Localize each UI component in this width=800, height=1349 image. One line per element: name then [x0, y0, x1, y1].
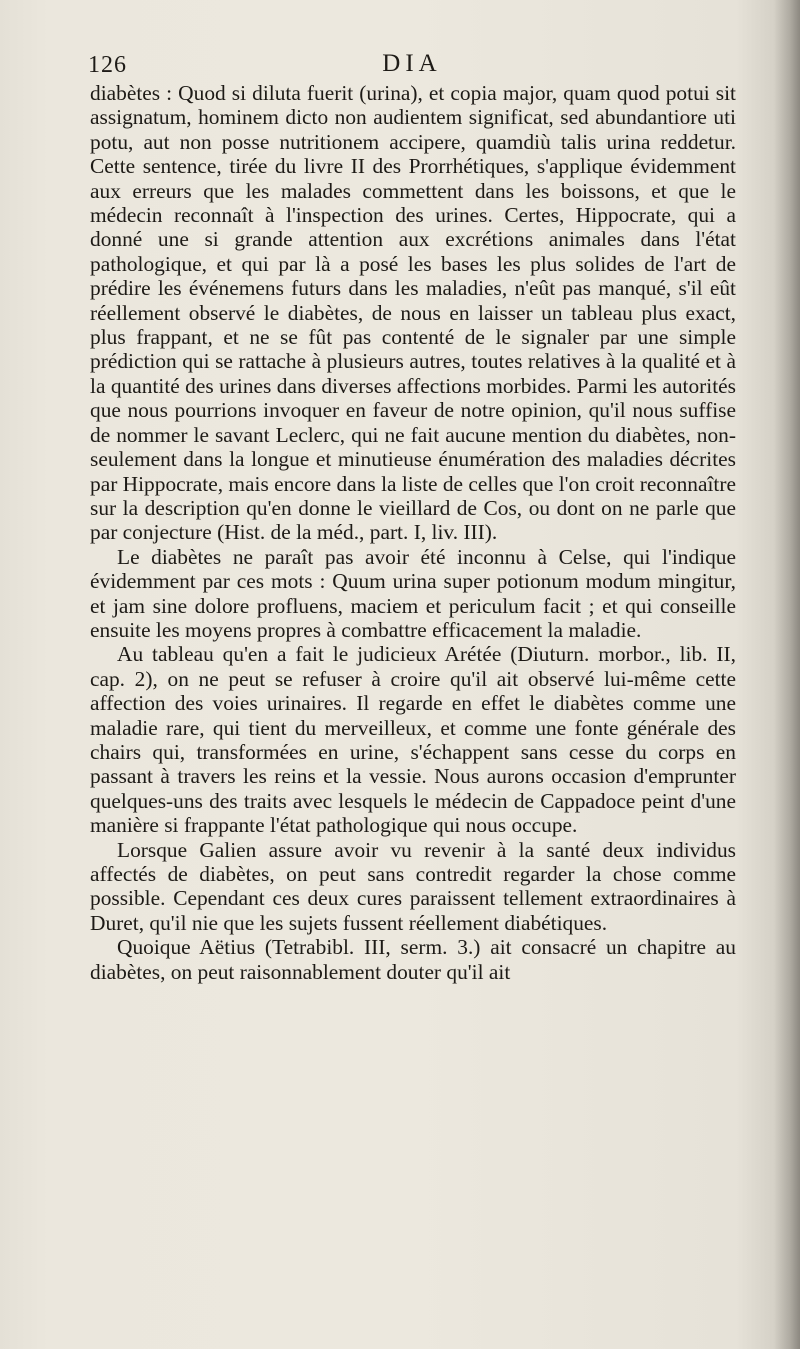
running-head: DIA	[382, 50, 442, 77]
paragraph: diabètes : Quod si diluta fuerit (urina), et copia major, quam quod potui sit assignatum, hominem dicto non audientem significat, sed abundantiore uti potu, aut non posse nutritionem accipere, quamdiù talis urina reddetur. Cette sentence, tirée du livre II des Prorrhétiques, s'applique évidemment aux erreurs que les malades commettent dans les boissons, et que le médecin reconnaît à l'inspection des urines. Certes, Hippocrate, qui a donné une si grande attention aux excrétions animales dans l'état pathologique, et qui par là a posé les bases les plus solides de l'art de prédire les événemens futurs dans les maladies, n'eût pas manqué, s'il eût réellement observé le diabètes, de nous en laisser un tableau plus exact, plus frappant, et ne se fût pas contenté de le signaler par une simple prédiction qui se rattache à plusieurs autres, toutes relatives à la qualité et à la quantité des urines dans diverses affections morbides. Parmi les autorités que nous pourrions invoquer en faveur de notre opinion, qu'il nous suffise de nommer le savant Leclerc, qui ne fait aucune mention du diabètes, non-seulement dans la longue et minutieuse énumération des maladies décrites par Hippocrate, mais encore dans la liste de celles que l'on croit reconnaître sur la description qu'en donne le vieillard de Cos, ou dont on ne parle que par conjecture (Hist. de la méd., part. I, liv. III).	[90, 81, 736, 545]
paragraph: Au tableau qu'en a fait le judicieux Arétée (Diuturn. morbor., lib. II, cap. 2), on ne peut se refuser à croire qu'il ait observé lui-même cette affection des voies urinaires. Il regarde en effet le diabètes comme une maladie rare, qui tient du merveilleux, et comme une fonte générale des chairs qui, transformées en urine, s'échappent sans cesse du corps en passant à travers les reins et la vessie. Nous aurons occasion d'emprunter quelques-uns des traits avec lesquels le médecin de Cappadoce peint d'une manière si frappante l'état pathologique qui nous occupe.	[90, 642, 736, 838]
paragraph: Quoique Aëtius (Tetrabibl. III, serm. 3.) ait consacré un chapitre au diabètes, on peut raisonnablement douter qu'il ait	[90, 935, 736, 984]
paragraph: Lorsque Galien assure avoir vu revenir à la santé deux individus affectés de diabètes, on peut sans contredit regarder la chose comme possible. Cependant ces deux cures paraissent tellement extraordinaires à Duret, qu'il nie que les sujets fussent réellement diabétiques.	[90, 837, 736, 935]
page-header	[88, 46, 736, 80]
paragraph: Le diabètes ne paraît pas avoir été inconnu à Celse, qui l'indique évidemment par ces mots : Quum urina super potionum modum mingitur, et jam sine dolore profluens, maciem et periculum facit ; et qui conseille ensuite les moyens propres à combattre efficacement la maladie.	[90, 544, 736, 642]
page-body	[90, 81, 736, 984]
page-number: 126	[88, 52, 127, 78]
page-edge-shadow	[774, 0, 800, 1349]
